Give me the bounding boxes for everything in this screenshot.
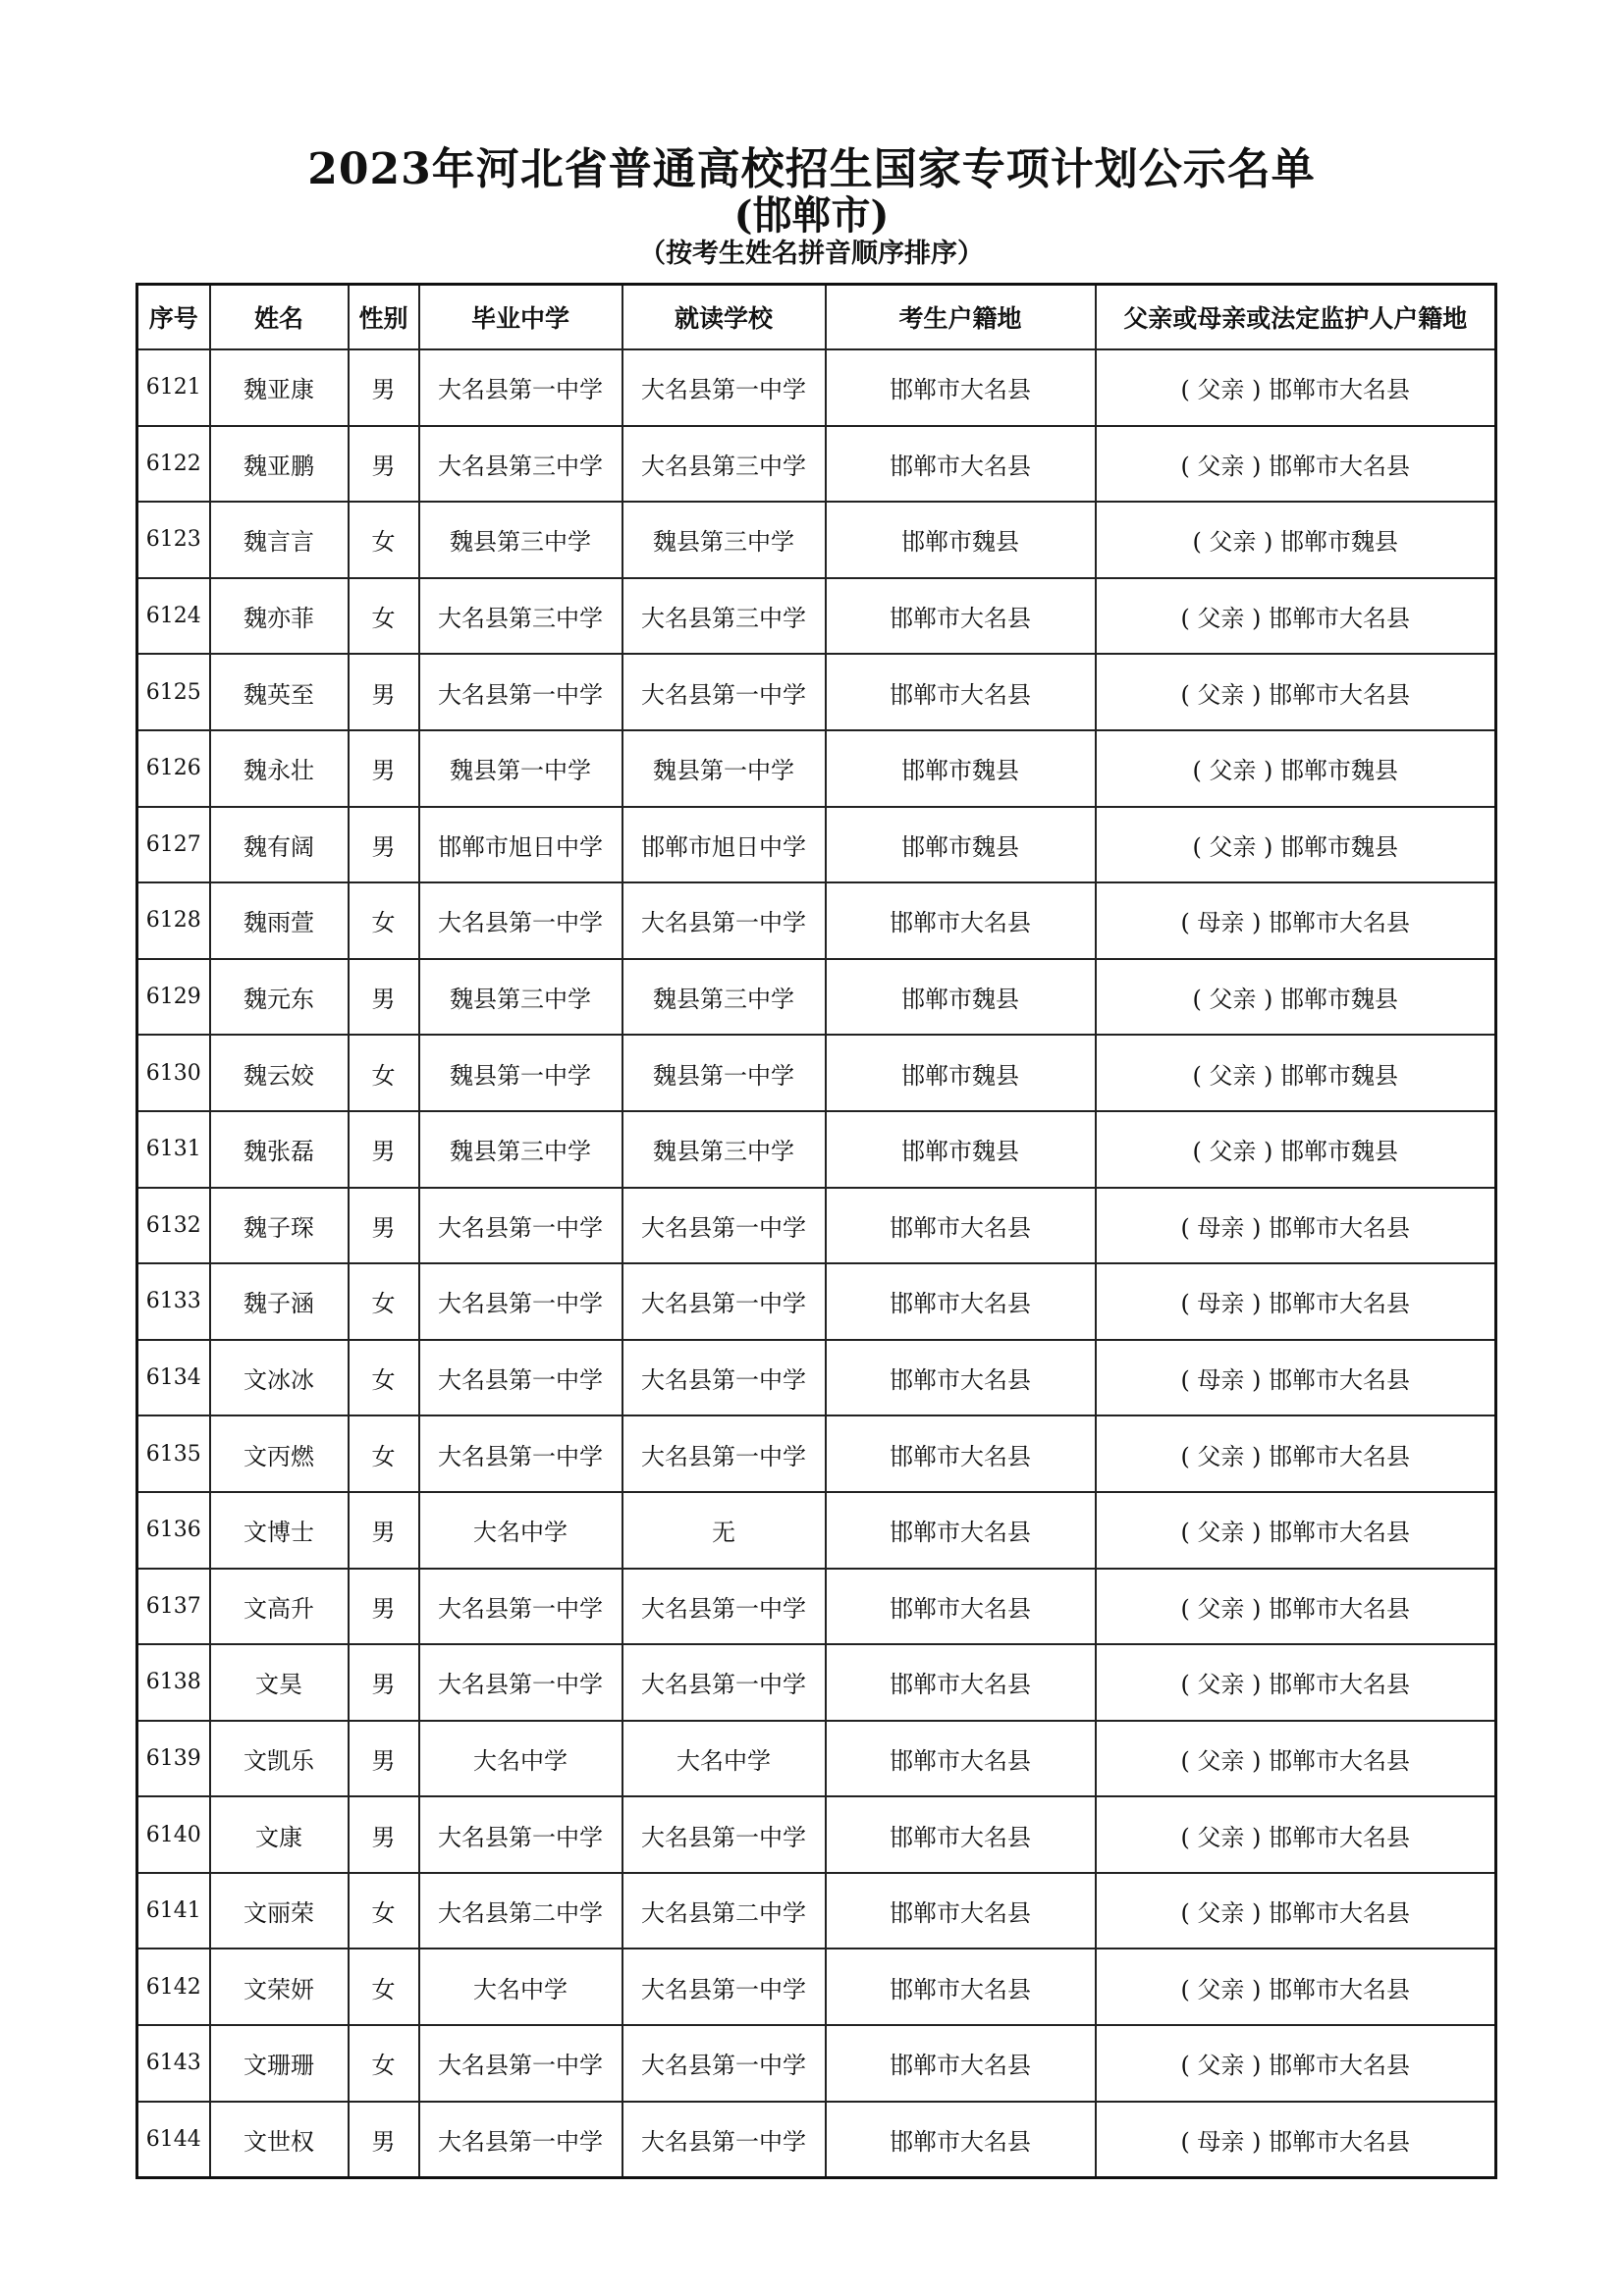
cell-current-school: 大名中学 (622, 1721, 826, 1797)
cell-student-name: 魏有阔 (210, 807, 349, 883)
table-row (137, 730, 1496, 807)
cell-student-hukou: 邯郸市大名县 (826, 426, 1096, 503)
cell-current-school: 魏县第一中学 (622, 730, 826, 807)
cell-row-number: 6138 (137, 1644, 210, 1721)
cell-row-number: 6143 (137, 2025, 210, 2102)
table-row (137, 1263, 1496, 1340)
table-row (137, 1188, 1496, 1264)
table-row (137, 426, 1496, 503)
table-row (137, 1873, 1496, 1949)
cell-current-school: 大名县第一中学 (622, 349, 826, 426)
cell-student-hukou: 邯郸市大名县 (826, 1873, 1096, 1949)
table-row (137, 502, 1496, 578)
cell-parent-hukou: ( 母亲 ) 邯郸市大名县 (1096, 1263, 1496, 1340)
cell-student-name: 文荣妍 (210, 1949, 349, 2025)
cell-gender: 男 (349, 654, 419, 730)
cell-student-name: 魏亦菲 (210, 578, 349, 655)
cell-student-hukou: 邯郸市大名县 (826, 578, 1096, 655)
cell-student-name: 魏亚鹏 (210, 426, 349, 503)
cell-gender: 女 (349, 502, 419, 578)
cell-current-school: 大名县第一中学 (622, 1644, 826, 1721)
table-row (137, 1949, 1496, 2025)
cell-student-hukou: 邯郸市大名县 (826, 1721, 1096, 1797)
cell-row-number: 6134 (137, 1340, 210, 1416)
cell-student-name: 文凯乐 (210, 1721, 349, 1797)
cell-parent-hukou: ( 母亲 ) 邯郸市大名县 (1096, 882, 1496, 959)
cell-graduation-school: 大名县第一中学 (419, 1263, 622, 1340)
cell-row-number: 6144 (137, 2102, 210, 2178)
cell-row-number: 6129 (137, 959, 210, 1036)
cell-student-name: 魏亚康 (210, 349, 349, 426)
cell-current-school: 无 (622, 1492, 826, 1569)
cell-parent-hukou: ( 父亲 ) 邯郸市大名县 (1096, 1492, 1496, 1569)
cell-current-school: 大名县第一中学 (622, 654, 826, 730)
table-row (137, 654, 1496, 730)
cell-gender: 男 (349, 349, 419, 426)
cell-current-school: 大名县第一中学 (622, 1263, 826, 1340)
cell-current-school: 魏县第三中学 (622, 1111, 826, 1188)
cell-gender: 男 (349, 1492, 419, 1569)
cell-parent-hukou: ( 父亲 ) 邯郸市魏县 (1096, 502, 1496, 578)
cell-current-school: 大名县第三中学 (622, 426, 826, 503)
cell-current-school: 大名县第一中学 (622, 1796, 826, 1873)
table-row (137, 2102, 1496, 2178)
cell-current-school: 大名县第一中学 (622, 2025, 826, 2102)
cell-parent-hukou: ( 父亲 ) 邯郸市大名县 (1096, 1873, 1496, 1949)
cell-student-hukou: 邯郸市大名县 (826, 654, 1096, 730)
cell-graduation-school: 大名县第一中学 (419, 1569, 622, 1645)
cell-graduation-school: 魏县第一中学 (419, 1035, 622, 1111)
cell-gender: 男 (349, 1569, 419, 1645)
cell-parent-hukou: ( 父亲 ) 邯郸市大名县 (1096, 1949, 1496, 2025)
cell-graduation-school: 大名中学 (419, 1492, 622, 1569)
table-header-row (137, 285, 1496, 350)
cell-graduation-school: 魏县第三中学 (419, 502, 622, 578)
cell-graduation-school: 大名中学 (419, 1721, 622, 1797)
cell-gender: 女 (349, 1340, 419, 1416)
cell-gender: 女 (349, 1263, 419, 1340)
cell-current-school: 魏县第三中学 (622, 959, 826, 1036)
column-header-name: 姓名 (210, 285, 349, 350)
cell-graduation-school: 大名县第一中学 (419, 1644, 622, 1721)
cell-student-name: 文高升 (210, 1569, 349, 1645)
cell-row-number: 6122 (137, 426, 210, 503)
cell-row-number: 6139 (137, 1721, 210, 1797)
cell-student-hukou: 邯郸市大名县 (826, 1492, 1096, 1569)
cell-graduation-school: 大名县第一中学 (419, 1415, 622, 1492)
cell-graduation-school: 大名县第二中学 (419, 1873, 622, 1949)
cell-parent-hukou: ( 父亲 ) 邯郸市大名县 (1096, 349, 1496, 426)
cell-graduation-school: 大名县第一中学 (419, 2102, 622, 2178)
table-row (137, 2025, 1496, 2102)
cell-row-number: 6123 (137, 502, 210, 578)
cell-graduation-school: 大名县第一中学 (419, 1340, 622, 1416)
cell-parent-hukou: ( 父亲 ) 邯郸市大名县 (1096, 654, 1496, 730)
cell-student-hukou: 邯郸市大名县 (826, 1569, 1096, 1645)
cell-student-name: 文丙燃 (210, 1415, 349, 1492)
table-row (137, 1035, 1496, 1111)
cell-row-number: 6126 (137, 730, 210, 807)
cell-student-name: 魏英至 (210, 654, 349, 730)
column-header-student-hukou: 考生户籍地 (826, 285, 1096, 350)
cell-row-number: 6127 (137, 807, 210, 883)
cell-student-hukou: 邯郸市魏县 (826, 807, 1096, 883)
cell-student-hukou: 邯郸市大名县 (826, 2025, 1096, 2102)
column-header-parent-hukou: 父亲或母亲或法定监护人户籍地 (1096, 285, 1496, 350)
cell-parent-hukou: ( 父亲 ) 邯郸市大名县 (1096, 1721, 1496, 1797)
roster-table (135, 283, 1497, 2179)
cell-student-name: 魏张磊 (210, 1111, 349, 1188)
cell-gender: 男 (349, 1188, 419, 1264)
cell-student-name: 文冰冰 (210, 1340, 349, 1416)
table-row (137, 1721, 1496, 1797)
page-subtitle: (邯郸市) (733, 192, 890, 239)
cell-current-school: 大名县第一中学 (622, 882, 826, 959)
cell-parent-hukou: ( 父亲 ) 邯郸市大名县 (1096, 1796, 1496, 1873)
cell-current-school: 大名县第一中学 (622, 1188, 826, 1264)
cell-graduation-school: 大名县第一中学 (419, 654, 622, 730)
cell-current-school: 大名县第一中学 (622, 1415, 826, 1492)
page-title: 2023年河北省普通高校招生国家专项计划公示名单 (307, 144, 1316, 194)
cell-current-school: 大名县第二中学 (622, 1873, 826, 1949)
cell-parent-hukou: ( 父亲 ) 邯郸市魏县 (1096, 1035, 1496, 1111)
cell-student-name: 文世权 (210, 2102, 349, 2178)
cell-gender: 男 (349, 426, 419, 503)
cell-current-school: 魏县第一中学 (622, 1035, 826, 1111)
cell-current-school: 大名县第一中学 (622, 1949, 826, 2025)
cell-graduation-school: 邯郸市旭日中学 (419, 807, 622, 883)
cell-current-school: 魏县第三中学 (622, 502, 826, 578)
cell-parent-hukou: ( 父亲 ) 邯郸市魏县 (1096, 807, 1496, 883)
cell-graduation-school: 大名县第一中学 (419, 349, 622, 426)
cell-graduation-school: 大名县第一中学 (419, 1188, 622, 1264)
cell-gender: 女 (349, 1035, 419, 1111)
cell-row-number: 6141 (137, 1873, 210, 1949)
cell-gender: 男 (349, 1796, 419, 1873)
cell-student-hukou: 邯郸市大名县 (826, 1644, 1096, 1721)
cell-current-school: 大名县第一中学 (622, 1340, 826, 1416)
cell-student-name: 魏子琛 (210, 1188, 349, 1264)
cell-row-number: 6136 (137, 1492, 210, 1569)
cell-row-number: 6142 (137, 1949, 210, 2025)
cell-graduation-school: 大名县第一中学 (419, 882, 622, 959)
table-row (137, 959, 1496, 1036)
cell-graduation-school: 魏县第三中学 (419, 959, 622, 1036)
cell-parent-hukou: ( 父亲 ) 邯郸市大名县 (1096, 1569, 1496, 1645)
cell-gender: 男 (349, 730, 419, 807)
cell-student-name: 文丽荣 (210, 1873, 349, 1949)
cell-row-number: 6124 (137, 578, 210, 655)
cell-row-number: 6121 (137, 349, 210, 426)
cell-row-number: 6133 (137, 1263, 210, 1340)
cell-graduation-school: 大名县第三中学 (419, 426, 622, 503)
table-row (137, 1492, 1496, 1569)
cell-row-number: 6130 (137, 1035, 210, 1111)
cell-student-name: 文博士 (210, 1492, 349, 1569)
table-row (137, 1415, 1496, 1492)
cell-student-name: 魏元东 (210, 959, 349, 1036)
cell-parent-hukou: ( 父亲 ) 邯郸市大名县 (1096, 1644, 1496, 1721)
cell-graduation-school: 大名中学 (419, 1949, 622, 2025)
column-header-gender: 性别 (349, 285, 419, 350)
cell-gender: 女 (349, 2025, 419, 2102)
table-body (137, 349, 1496, 2178)
cell-row-number: 6131 (137, 1111, 210, 1188)
cell-student-hukou: 邯郸市大名县 (826, 1796, 1096, 1873)
cell-parent-hukou: ( 母亲 ) 邯郸市大名县 (1096, 1188, 1496, 1264)
column-header-graduation-school: 毕业中学 (419, 285, 622, 350)
cell-current-school: 大名县第三中学 (622, 578, 826, 655)
cell-current-school: 大名县第一中学 (622, 1569, 826, 1645)
cell-graduation-school: 大名县第三中学 (419, 578, 622, 655)
cell-gender: 女 (349, 578, 419, 655)
cell-parent-hukou: ( 父亲 ) 邯郸市魏县 (1096, 959, 1496, 1036)
cell-student-name: 魏言言 (210, 502, 349, 578)
cell-parent-hukou: ( 母亲 ) 邯郸市大名县 (1096, 1340, 1496, 1416)
cell-gender: 女 (349, 1949, 419, 2025)
cell-student-hukou: 邯郸市大名县 (826, 1188, 1096, 1264)
cell-student-name: 魏永壮 (210, 730, 349, 807)
cell-student-name: 魏子涵 (210, 1263, 349, 1340)
sort-note: （按考生姓名拼音顺序排序） (639, 239, 984, 269)
cell-row-number: 6135 (137, 1415, 210, 1492)
table-row (137, 882, 1496, 959)
column-header-number: 序号 (137, 285, 210, 350)
cell-gender: 男 (349, 959, 419, 1036)
cell-student-hukou: 邯郸市魏县 (826, 959, 1096, 1036)
cell-gender: 女 (349, 882, 419, 959)
cell-student-hukou: 邯郸市魏县 (826, 730, 1096, 807)
cell-student-hukou: 邯郸市大名县 (826, 2102, 1096, 2178)
cell-student-name: 文康 (210, 1796, 349, 1873)
cell-parent-hukou: ( 母亲 ) 邯郸市大名县 (1096, 2102, 1496, 2178)
cell-graduation-school: 大名县第一中学 (419, 1796, 622, 1873)
cell-student-hukou: 邯郸市大名县 (826, 882, 1096, 959)
table-row (137, 807, 1496, 883)
cell-parent-hukou: ( 父亲 ) 邯郸市大名县 (1096, 426, 1496, 503)
cell-student-hukou: 邯郸市大名县 (826, 349, 1096, 426)
cell-row-number: 6140 (137, 1796, 210, 1873)
table-row (137, 1796, 1496, 1873)
cell-student-hukou: 邯郸市魏县 (826, 1035, 1096, 1111)
cell-row-number: 6128 (137, 882, 210, 959)
cell-student-hukou: 邯郸市大名县 (826, 1949, 1096, 2025)
cell-parent-hukou: ( 父亲 ) 邯郸市大名县 (1096, 1415, 1496, 1492)
cell-gender: 男 (349, 1721, 419, 1797)
cell-student-hukou: 邯郸市大名县 (826, 1263, 1096, 1340)
cell-graduation-school: 大名县第一中学 (419, 2025, 622, 2102)
cell-student-hukou: 邯郸市魏县 (826, 502, 1096, 578)
cell-gender: 男 (349, 2102, 419, 2178)
cell-current-school: 大名县第一中学 (622, 2102, 826, 2178)
cell-parent-hukou: ( 父亲 ) 邯郸市大名县 (1096, 2025, 1496, 2102)
cell-graduation-school: 魏县第一中学 (419, 730, 622, 807)
cell-graduation-school: 魏县第三中学 (419, 1111, 622, 1188)
table-row (137, 1644, 1496, 1721)
cell-gender: 男 (349, 1111, 419, 1188)
cell-gender: 男 (349, 807, 419, 883)
table-row (137, 1340, 1496, 1416)
cell-current-school: 邯郸市旭日中学 (622, 807, 826, 883)
cell-gender: 女 (349, 1415, 419, 1492)
cell-row-number: 6132 (137, 1188, 210, 1264)
cell-student-name: 文昊 (210, 1644, 349, 1721)
cell-row-number: 6125 (137, 654, 210, 730)
cell-gender: 男 (349, 1644, 419, 1721)
table-row (137, 1569, 1496, 1645)
cell-row-number: 6137 (137, 1569, 210, 1645)
cell-student-name: 魏雨萱 (210, 882, 349, 959)
table-row (137, 578, 1496, 655)
cell-student-hukou: 邯郸市魏县 (826, 1111, 1096, 1188)
cell-gender: 女 (349, 1873, 419, 1949)
cell-student-hukou: 邯郸市大名县 (826, 1340, 1096, 1416)
column-header-current-school: 就读学校 (622, 285, 826, 350)
cell-student-name: 魏云姣 (210, 1035, 349, 1111)
cell-student-hukou: 邯郸市大名县 (826, 1415, 1096, 1492)
cell-student-name: 文珊珊 (210, 2025, 349, 2102)
table-row (137, 1111, 1496, 1188)
cell-parent-hukou: ( 父亲 ) 邯郸市大名县 (1096, 578, 1496, 655)
cell-parent-hukou: ( 父亲 ) 邯郸市魏县 (1096, 1111, 1496, 1188)
cell-parent-hukou: ( 父亲 ) 邯郸市魏县 (1096, 730, 1496, 807)
table-row (137, 349, 1496, 426)
